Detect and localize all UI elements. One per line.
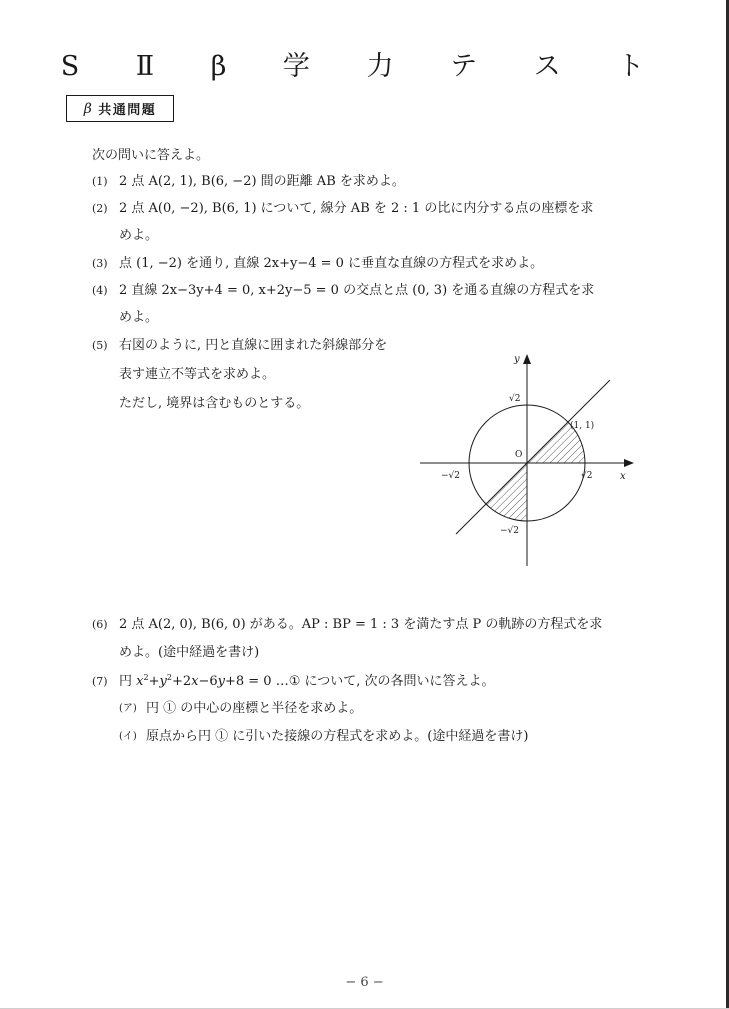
problem-text: めよ。 bbox=[119, 310, 159, 325]
tick-label-neg-y: −√2 bbox=[500, 526, 520, 536]
problem-text: 2 点 A(2, 1), B(6, −2) 間の距離 AB を求めよ。 bbox=[119, 174, 405, 189]
point-label: (1, 1) bbox=[570, 421, 595, 431]
origin-label: O bbox=[515, 450, 523, 460]
subproblem-number: (イ) bbox=[119, 731, 137, 742]
x-axis-arrow bbox=[624, 459, 634, 467]
x-axis-label: x bbox=[620, 471, 626, 482]
subproblem-text: 原点から円 ① に引いた接線の方程式を求めよ。(途中経過を書け) bbox=[146, 729, 529, 744]
problem-number: (5) bbox=[92, 339, 108, 352]
problem-number: (7) bbox=[92, 675, 108, 688]
page-number: − 6 − bbox=[345, 975, 384, 990]
subproblem-number: (ア) bbox=[119, 703, 137, 714]
instructions: 次の問いに答えよ。 bbox=[92, 148, 210, 163]
section-header bbox=[66, 95, 174, 122]
problem-number: (4) bbox=[92, 284, 108, 297]
problem-text: 2 直線 2x−3y+4 = 0, x+2y−5 = 0 の交点と点 (0, 3) を通る直線の方程式を求 bbox=[119, 283, 595, 298]
problem-text: めよ。(途中経過を書け) bbox=[119, 645, 260, 660]
tick-label-pos-y: √2 bbox=[509, 394, 521, 404]
y-axis-arrow bbox=[523, 354, 531, 364]
circle-region-figure bbox=[410, 348, 640, 570]
problem-number: (2) bbox=[92, 202, 108, 215]
problem-text: 円 $x^2+y^2+2x-6y+8 = 0$ …① について, 次の各問いに答えよ。 bbox=[119, 673, 495, 689]
problem-text: 表す連立不等式を求めよ。 bbox=[119, 367, 276, 382]
section-label: 共通問題 bbox=[98, 103, 157, 118]
subproblem-text: 円 ① の中心の座標と半径を求めよ。 bbox=[146, 701, 363, 716]
tick-label-neg-x: −√2 bbox=[441, 471, 461, 481]
section-beta: β bbox=[83, 100, 94, 117]
page-title: S Ⅱ β 学 力 テ ス ト bbox=[60, 51, 669, 82]
problem-text: 2 点 A(0, −2), B(6, 1) について, 線分 AB を 2 : 1 の比に内分する点の座標を求 bbox=[119, 201, 594, 216]
line-y-equals-x bbox=[456, 380, 610, 534]
problem-text: 点 (1, −2) を通り, 直線 2x+y−4 = 0 に垂直な直線の方程式を求めよ。 bbox=[119, 256, 544, 271]
problem-text: 2 点 A(2, 0), B(6, 0) がある。AP : BP = 1 : 3 を満たす点 P の軌跡の方程式を求 bbox=[119, 617, 603, 632]
problem-number: (3) bbox=[92, 257, 108, 270]
problem-text: ただし, 境界は含むものとする。 bbox=[119, 396, 310, 411]
problem-text: 右図のように, 円と直線に囲まれた斜線部分を bbox=[119, 338, 388, 353]
problem-number: (1) bbox=[92, 175, 108, 188]
y-axis-label: y bbox=[514, 354, 520, 365]
tick-label-pos-x: √2 bbox=[581, 471, 593, 481]
problem-number: (6) bbox=[92, 618, 108, 631]
problem-text: めよ。 bbox=[119, 228, 159, 243]
